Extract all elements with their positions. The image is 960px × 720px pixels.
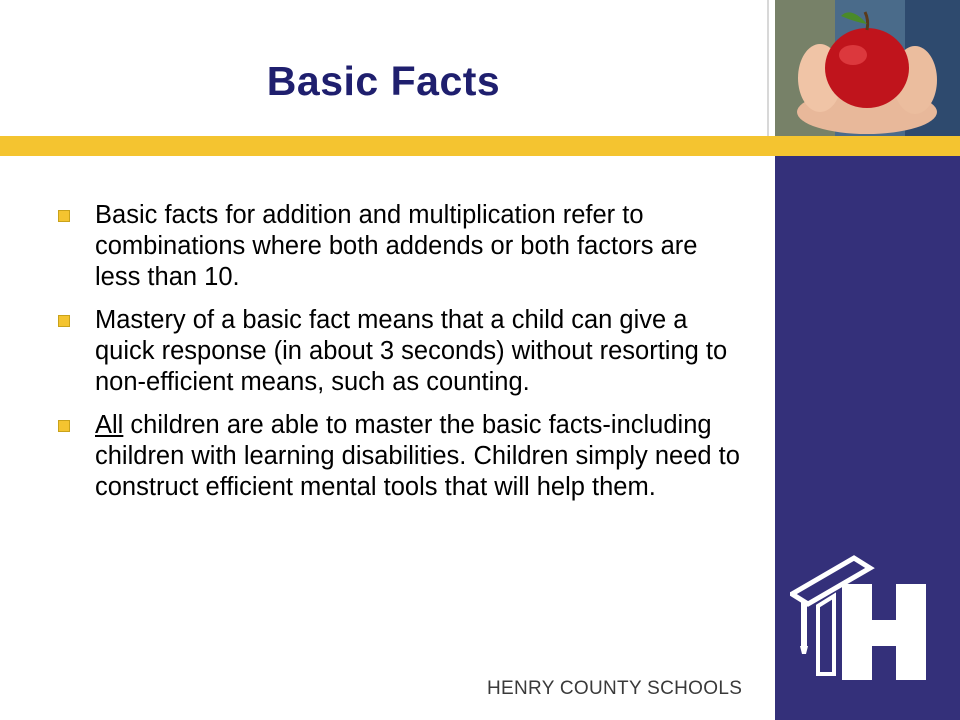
h-outline-pillar bbox=[818, 596, 834, 674]
footer-school-name: HENRY COUNTY SCHOOLS bbox=[487, 678, 743, 699]
bullet-item bbox=[58, 410, 748, 503]
bullet-item bbox=[58, 305, 748, 398]
bullet-item bbox=[58, 200, 748, 293]
apple-photo-illustration bbox=[775, 0, 960, 136]
square-bullet-icon bbox=[58, 315, 70, 327]
bullet-list bbox=[58, 200, 748, 515]
title-divider bbox=[767, 0, 769, 136]
apple-highlight bbox=[839, 45, 867, 65]
hands-holding-apple-photo bbox=[775, 0, 960, 136]
h-right-stem bbox=[896, 584, 926, 680]
gold-accent-bar bbox=[0, 136, 960, 156]
bullet-emphasis: All bbox=[95, 411, 124, 439]
square-bullet-icon bbox=[58, 420, 70, 432]
bullet-text: Basic facts for addition and multiplication refer to combinations where both addends or both factors are less than 10. bbox=[95, 201, 698, 291]
square-bullet-icon bbox=[58, 210, 70, 222]
slide-title: Basic Facts bbox=[266, 58, 501, 104]
tassel-end bbox=[800, 646, 808, 654]
bullet-text: children are able to master the basic facts-including children with learning disabilities. Children simply need to construct efficient mental tools that will help them. bbox=[95, 411, 740, 501]
henry-h-graduation-cap-logo bbox=[790, 550, 940, 690]
h-crossbar bbox=[870, 620, 898, 646]
logo-graphic bbox=[790, 550, 940, 690]
h-left-stem bbox=[842, 584, 872, 680]
apple bbox=[825, 28, 909, 108]
bullet-text: Mastery of a basic fact means that a child can give a quick response (in about 3 seconds) without resorting to non-efficient means, such as counting. bbox=[95, 306, 728, 396]
